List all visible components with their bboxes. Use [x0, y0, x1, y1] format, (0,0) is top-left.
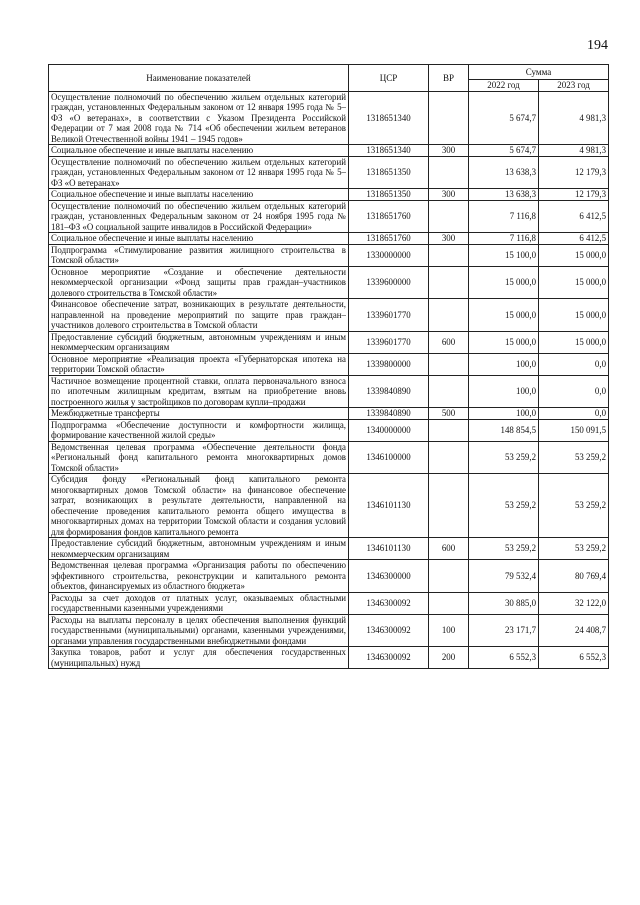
row-sum-2023: 0,0 — [539, 375, 609, 408]
row-sum-2022: 15 000,0 — [469, 266, 539, 299]
row-sum-2022: 100,0 — [469, 408, 539, 420]
table-body — [49, 91, 609, 669]
table-row — [49, 419, 609, 441]
row-name: Социальное обеспечение и иные выплаты населению — [49, 233, 349, 245]
row-csr: 1346101130 — [349, 474, 429, 538]
row-name: Расходы на выплаты персоналу в целях обеспечения выполнения функций государственными (муниципальными) органами, казенными учреждениями, органами управления государственными внебюджетными фондами — [49, 614, 349, 647]
row-csr: 1340000000 — [349, 419, 429, 441]
row-sum-2023: 6 552,3 — [539, 647, 609, 669]
row-name: Ведомственная целевая программа «Обеспечение деятельности фонда «Региональный фонд капитального ремонта многоквартирных домов Томской области» — [49, 441, 349, 474]
row-sum-2023: 15 000,0 — [539, 331, 609, 353]
row-sum-2022: 53 259,2 — [469, 441, 539, 474]
row-vr: 500 — [429, 408, 469, 420]
row-name: Подпрограмма «Обеспечение доступности и комфортности жилища, формирование качественной жилой среды» — [49, 419, 349, 441]
row-sum-2023: 4 981,3 — [539, 91, 609, 145]
header-csr: ЦСР — [349, 65, 429, 92]
row-csr: 1339800000 — [349, 353, 429, 375]
table-row — [49, 331, 609, 353]
table-row — [49, 233, 609, 245]
row-vr — [429, 375, 469, 408]
row-sum-2023: 12 179,3 — [539, 189, 609, 201]
table-row — [49, 592, 609, 614]
row-sum-2022: 5 674,7 — [469, 145, 539, 157]
row-vr — [429, 299, 469, 332]
row-vr — [429, 200, 469, 233]
table-row — [49, 560, 609, 593]
row-csr: 1339600000 — [349, 266, 429, 299]
row-vr: 600 — [429, 538, 469, 560]
row-name: Предоставление субсидий бюджетным, автономным учреждениям и иным некоммерческим организациям — [49, 538, 349, 560]
row-vr: 300 — [429, 189, 469, 201]
table-row — [49, 375, 609, 408]
row-vr: 200 — [429, 647, 469, 669]
row-sum-2022: 30 885,0 — [469, 592, 539, 614]
row-vr — [429, 91, 469, 145]
table-row — [49, 91, 609, 145]
row-vr — [429, 560, 469, 593]
row-name: Ведомственная целевая программа «Организация работы по обеспечению эффективного строительства, реконструкции и капитального ремонта объектов, финансируемых из областного бюджета» — [49, 560, 349, 593]
row-vr — [429, 474, 469, 538]
row-csr: 1346300092 — [349, 614, 429, 647]
row-csr: 1318651760 — [349, 233, 429, 245]
row-sum-2023: 6 412,5 — [539, 233, 609, 245]
row-vr: 300 — [429, 145, 469, 157]
row-sum-2023: 0,0 — [539, 353, 609, 375]
row-sum-2022: 7 116,8 — [469, 233, 539, 245]
table-row — [49, 299, 609, 332]
row-vr — [429, 156, 469, 189]
row-sum-2022: 13 638,3 — [469, 156, 539, 189]
table-row — [49, 266, 609, 299]
row-name: Предоставление субсидий бюджетным, автономным учреждениям и иным некоммерческим организациям — [49, 331, 349, 353]
row-csr: 1339601770 — [349, 299, 429, 332]
row-sum-2023: 53 259,2 — [539, 474, 609, 538]
row-sum-2023: 4 981,3 — [539, 145, 609, 157]
row-csr: 1346300000 — [349, 560, 429, 593]
row-name: Закупка товаров, работ и услуг для обеспечения государственных (муниципальных) нужд — [49, 647, 349, 669]
row-name: Основное мероприятие «Реализация проекта «Губернаторская ипотека на территории Томской области» — [49, 353, 349, 375]
row-name: Частичное возмещение процентной ставки, оплата первоначального взноса по ипотечным жилищным кредитам, взятым на приобретение вновь построенного жилья у застройщиков по договорам купли–продажи — [49, 375, 349, 408]
row-csr: 1330000000 — [349, 244, 429, 266]
row-sum-2022: 7 116,8 — [469, 200, 539, 233]
row-name: Межбюджетные трансферты — [49, 408, 349, 420]
header-year-2022: 2022 год — [469, 80, 539, 92]
table-row — [49, 408, 609, 420]
table-row — [49, 189, 609, 201]
row-csr: 1318651340 — [349, 91, 429, 145]
row-name: Основное мероприятие «Создание и обеспечение деятельности некоммерческой организации «Фонд защиты прав граждан–участников долевого строительства в Томской области» — [49, 266, 349, 299]
row-sum-2023: 80 769,4 — [539, 560, 609, 593]
row-vr — [429, 419, 469, 441]
row-csr: 1318651350 — [349, 156, 429, 189]
row-csr: 1339840890 — [349, 408, 429, 420]
row-sum-2022: 100,0 — [469, 375, 539, 408]
row-vr — [429, 441, 469, 474]
table-row — [49, 156, 609, 189]
row-vr — [429, 592, 469, 614]
row-sum-2023: 53 259,2 — [539, 538, 609, 560]
row-sum-2023: 12 179,3 — [539, 156, 609, 189]
row-vr — [429, 244, 469, 266]
table-row — [49, 474, 609, 538]
row-sum-2023: 53 259,2 — [539, 441, 609, 474]
table-row — [49, 145, 609, 157]
table-row — [49, 244, 609, 266]
table-row — [49, 614, 609, 647]
row-sum-2022: 15 000,0 — [469, 331, 539, 353]
row-sum-2023: 0,0 — [539, 408, 609, 420]
row-csr: 1339840890 — [349, 375, 429, 408]
row-csr: 1346101130 — [349, 538, 429, 560]
row-name: Осуществление полномочий по обеспечению жильем отдельных категорий граждан, установленных Федеральным законом от 24 ноября 1995 года № 181–ФЗ «О социальной защите инвалидов в Российской Федерации» — [49, 200, 349, 233]
row-sum-2022: 53 259,2 — [469, 474, 539, 538]
row-sum-2022: 5 674,7 — [469, 91, 539, 145]
row-sum-2022: 15 100,0 — [469, 244, 539, 266]
header-name: Наименование показателей — [49, 65, 349, 92]
table-row — [49, 441, 609, 474]
row-name: Осуществление полномочий по обеспечению жильем отдельных категорий граждан, установленных Федеральным законом от 12 января 1995 года № 5–ФЗ «О ветеранах», в соответствии с Указом Президента Российской Федерации от 7 мая 2008 года № 714 «Об обеспечении жильем ветеранов Великой Отечественной войны 1941 – 1945 годов» — [49, 91, 349, 145]
row-sum-2022: 79 532,4 — [469, 560, 539, 593]
table-header — [49, 65, 609, 92]
row-name: Социальное обеспечение и иные выплаты населению — [49, 145, 349, 157]
row-name: Подпрограмма «Стимулирование развития жилищного строительства в Томской области» — [49, 244, 349, 266]
row-name: Субсидия фонду «Региональный фонд капитального ремонта многоквартирных домов Томской области» на финансовое обеспечение затрат, возникающих в результате деятельности, направленной на обеспечение проведения капитального ремонта общего имущества в многоквартирных домах на территории Томской области и создания условий для формирования фондов капитального ремонта — [49, 474, 349, 538]
row-vr: 100 — [429, 614, 469, 647]
page-number: 194 — [587, 38, 608, 53]
budget-table — [48, 64, 609, 669]
row-sum-2023: 15 000,0 — [539, 299, 609, 332]
row-vr — [429, 353, 469, 375]
row-name: Расходы за счет доходов от платных услуг, оказываемых областными государственными казенными учреждениями — [49, 592, 349, 614]
row-csr: 1346100000 — [349, 441, 429, 474]
row-sum-2023: 150 091,5 — [539, 419, 609, 441]
table-row — [49, 647, 609, 669]
row-sum-2023: 15 000,0 — [539, 266, 609, 299]
row-vr — [429, 266, 469, 299]
row-sum-2023: 15 000,0 — [539, 244, 609, 266]
row-sum-2022: 6 552,3 — [469, 647, 539, 669]
row-sum-2022: 15 000,0 — [469, 299, 539, 332]
row-sum-2023: 24 408,7 — [539, 614, 609, 647]
row-name: Осуществление полномочий по обеспечению жильем отдельных категорий граждан, установленных Федеральным законом от 12 января 1995 года № 5–ФЗ «О ветеранах» — [49, 156, 349, 189]
row-sum-2022: 148 854,5 — [469, 419, 539, 441]
row-sum-2023: 32 122,0 — [539, 592, 609, 614]
header-year-2023: 2023 год — [539, 80, 609, 92]
row-vr: 600 — [429, 331, 469, 353]
row-name: Социальное обеспечение и иные выплаты населению — [49, 189, 349, 201]
row-sum-2022: 53 259,2 — [469, 538, 539, 560]
row-sum-2022: 100,0 — [469, 353, 539, 375]
row-sum-2022: 23 171,7 — [469, 614, 539, 647]
row-csr: 1318651760 — [349, 200, 429, 233]
table-row — [49, 353, 609, 375]
row-name: Финансовое обеспечение затрат, возникающих в результате деятельности, направленной на проведение мероприятий по защите прав граждан–участников долевого строительства в Томской области — [49, 299, 349, 332]
table-row — [49, 538, 609, 560]
table-row — [49, 200, 609, 233]
row-sum-2023: 6 412,5 — [539, 200, 609, 233]
row-sum-2022: 13 638,3 — [469, 189, 539, 201]
header-vr: ВР — [429, 65, 469, 92]
row-csr: 1346300092 — [349, 592, 429, 614]
row-csr: 1318651350 — [349, 189, 429, 201]
row-csr: 1339601770 — [349, 331, 429, 353]
row-csr: 1346300092 — [349, 647, 429, 669]
row-csr: 1318651340 — [349, 145, 429, 157]
row-vr: 300 — [429, 233, 469, 245]
header-sum: Сумма — [469, 65, 609, 80]
